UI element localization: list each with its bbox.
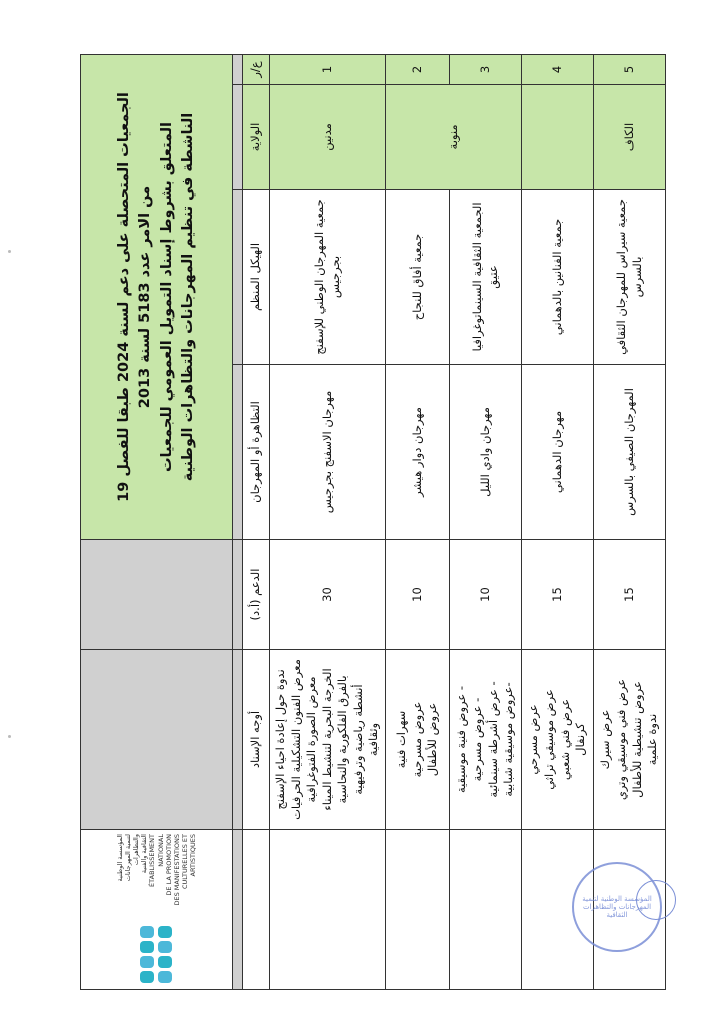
row-aspects: عرض سيرك عرض فني موسيقي وتري عروض تنشيطية للأطفال ندوة علمية: [594, 650, 666, 830]
col-header-empty: [243, 830, 270, 990]
row-empty: [450, 830, 522, 990]
row-num: 1: [270, 54, 386, 84]
col-header-support: الدعم (أ.د): [243, 540, 270, 650]
spacer-cell: [233, 364, 243, 539]
title-line: الجمعيات المتحصلة على دعم لسنة 2024 طبقا للفصل 19: [116, 92, 133, 502]
row-num: 3: [450, 54, 522, 84]
spacer-cell: [233, 54, 243, 84]
scan-dot: [8, 735, 11, 738]
scan-dot: [8, 250, 11, 253]
row-support: 15: [594, 540, 666, 650]
row-festival: مهرجان دوار هيشر: [386, 364, 450, 539]
logo-cell: [81, 830, 233, 990]
row-aspects: عرض مسرحي عرض موسيقي تراثي عرض فني شعبي كرنفال: [522, 650, 594, 830]
title-line: الناشطة في تنظيم المهرجانات والتظاهرات الوطنية: [179, 112, 196, 482]
col-header-aspects: أوجه الإسناد: [243, 650, 270, 830]
row-empty: [270, 830, 386, 990]
title-line: من الامر عدد 5183 لسنة 2013: [137, 185, 154, 409]
row-num: 4: [522, 54, 594, 84]
row-organizer: جمعية سيراس للمهرجان الثقافي بالسرس: [594, 189, 666, 364]
row-festival: مهرجان الدهماني: [522, 364, 594, 539]
row-support: 10: [386, 540, 450, 650]
spacer-cell: [233, 84, 243, 189]
logo-text: المؤسسة الوطنية لتنمية المهرجانات والتظاهرات الثقافية والفنية ÉTABLISSEMENT NATIONAL DE LA PROMOTION DES MANIFESTATIONS CULTURELLES ET ARTISTIQUES: [115, 834, 197, 906]
row-organizer: الجمعية الثقافية السينماتوغرافيا عتيق: [450, 189, 522, 364]
row-organizer: جمعية المهرجان الوطني للإسفنج بجرجيس: [270, 189, 386, 364]
row-aspects: سهرات فنية عروض مسرحية عروض للأطفال: [386, 650, 450, 830]
row-support: 15: [522, 540, 594, 650]
title-line: المتعلق بشروط إسناد التمويل العمومي للجمعيات: [158, 121, 175, 473]
row-organizer: جمعية الفنانين بالدهماني: [522, 189, 594, 364]
rotated-page: [80, 55, 660, 990]
row-aspects: ندوة حول إعادة احياء الإسفنج معرض الفنون التشكيلية الحرفيات معرض الصورة الفتوغرافية الخرجة البحرية لتنشيط الميناء بالفرق الفلكورية والنحاسية أنشطة رياضية وترفيهية وثقافية: [270, 650, 386, 830]
row-state: مدنين: [270, 84, 386, 189]
official-stamp: المؤسسة الوطنية لتنمية المهرجانات والتظاهرات الثقافية: [572, 862, 662, 952]
col-header-num: ع/ر: [243, 54, 270, 84]
row-festival: مهرجان الاسفنج بجرجيس: [270, 364, 386, 539]
spacer-cell: [233, 540, 243, 650]
row-aspects: - عروض فنية موسيقية - عروض مسرحية - عرض أشرطة سينمائية -عروض موسيقية شبابية: [450, 650, 522, 830]
stamp-mark: [636, 880, 676, 920]
festival-logo-icon: [134, 919, 180, 985]
col-header-state: الولاية: [243, 84, 270, 189]
spacer-cell: [233, 830, 243, 990]
row-empty: [386, 830, 450, 990]
title-grey-block: [81, 540, 233, 650]
row-state: [522, 84, 594, 189]
row-support: 30: [270, 540, 386, 650]
row-state: منوبة: [386, 84, 522, 189]
spacer-cell: [233, 650, 243, 830]
row-num: 2: [386, 54, 450, 84]
row-state: الكاف: [594, 84, 666, 189]
row-support: 10: [450, 540, 522, 650]
title-grey-block-2: [81, 650, 233, 830]
row-num: 5: [594, 54, 666, 84]
row-festival: المهرجان الصيفي بالسرس: [594, 364, 666, 539]
row-festival: مهرجان وادي الليل: [450, 364, 522, 539]
col-header-festival: التظاهرة أو المهرجان: [243, 364, 270, 539]
associations-table: [80, 54, 666, 990]
document-title: [81, 54, 233, 539]
col-header-organizer: الهيكل المنظم: [243, 189, 270, 364]
row-organizer: جمعية أفاق للنجاح: [386, 189, 450, 364]
spacer-cell: [233, 189, 243, 364]
